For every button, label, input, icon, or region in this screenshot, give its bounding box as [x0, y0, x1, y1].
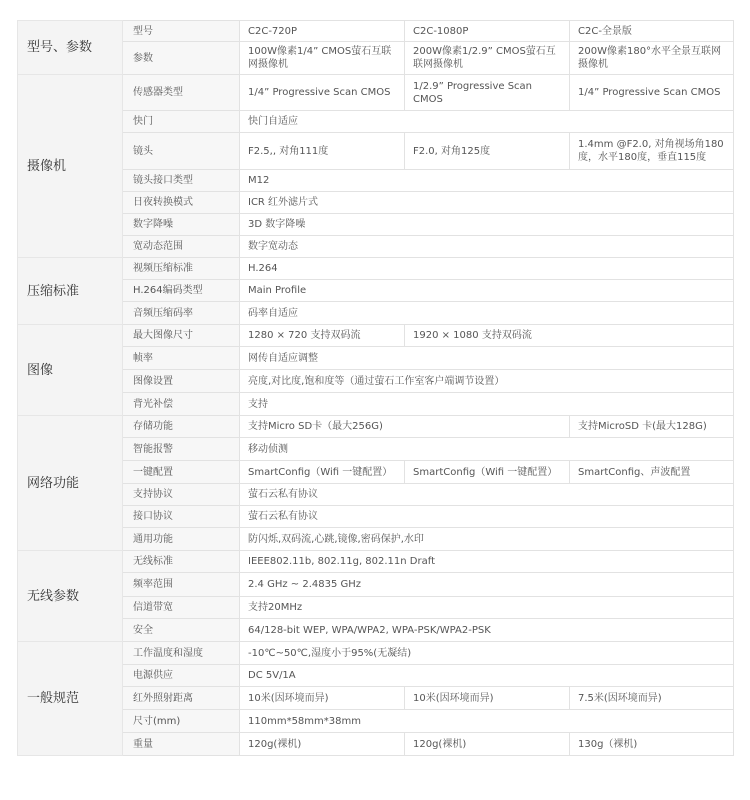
section-title: 图像 [18, 325, 123, 416]
spec-row [18, 214, 734, 236]
spec-value: C2C-全景版 [570, 21, 734, 42]
spec-label: 传感器类型 [123, 75, 240, 111]
spec-label: 帧率 [123, 347, 240, 370]
spec-row [18, 416, 734, 438]
spec-value: 120g(裸机) [405, 733, 570, 756]
spec-value: 64/128-bit WEP, WPA/WPA2, WPA-PSK/WPA2-PSK [240, 619, 734, 642]
spec-row [18, 619, 734, 642]
spec-label: 数字降噪 [123, 214, 240, 236]
spec-value: 1/4” Progressive Scan CMOS [570, 75, 734, 111]
spec-label: 参数 [123, 42, 240, 75]
spec-value: SmartConfig（Wifi 一键配置） [405, 461, 570, 484]
spec-label: 尺寸(mm) [123, 710, 240, 733]
section-title: 摄像机 [18, 75, 123, 258]
spec-label: 镜头接口类型 [123, 170, 240, 192]
spec-row [18, 192, 734, 214]
spec-row [18, 393, 734, 416]
spec-row [18, 236, 734, 258]
spec-value: 萤石云私有协议 [240, 506, 734, 528]
spec-label: 背光补偿 [123, 393, 240, 416]
spec-label: 通用功能 [123, 528, 240, 551]
spec-label: 快门 [123, 111, 240, 133]
spec-label: 一键配置 [123, 461, 240, 484]
spec-value: 1280 × 720 支持双码流 [240, 325, 405, 347]
spec-row [18, 302, 734, 325]
spec-row [18, 170, 734, 192]
spec-row [18, 370, 734, 393]
spec-value: 1/2.9” Progressive Scan CMOS [405, 75, 570, 111]
spec-row [18, 597, 734, 619]
spec-value: 100W像素1/4” CMOS萤石互联网摄像机 [240, 42, 405, 75]
spec-row [18, 506, 734, 528]
spec-value: 1.4mm @F2.0, 对角视场角180度，水平180度，垂直115度 [570, 133, 734, 170]
spec-value: 10米(因环境而异) [405, 687, 570, 710]
spec-value: F2.0, 对角125度 [405, 133, 570, 170]
spec-label: 音频压缩码率 [123, 302, 240, 325]
spec-label: 工作温度和湿度 [123, 642, 240, 665]
spec-value: C2C-720P [240, 21, 405, 42]
spec-row [18, 461, 734, 484]
spec-value: -10℃~50℃,湿度小于95%(无凝结) [240, 642, 734, 665]
spec-row [18, 687, 734, 710]
section-title: 型号、参数 [18, 21, 123, 75]
spec-label: 频率范围 [123, 573, 240, 597]
spec-row [18, 642, 734, 665]
spec-value: 快门自适应 [240, 111, 734, 133]
spec-value: M12 [240, 170, 734, 192]
spec-label: 支持协议 [123, 484, 240, 506]
spec-value: 萤石云私有协议 [240, 484, 734, 506]
spec-row [18, 710, 734, 733]
section-title: 压缩标准 [18, 258, 123, 325]
spec-label: 智能报警 [123, 438, 240, 461]
spec-label: 宽动态范围 [123, 236, 240, 258]
spec-value: 110mm*58mm*38mm [240, 710, 734, 733]
spec-row [18, 280, 734, 302]
spec-label: 安全 [123, 619, 240, 642]
spec-row [18, 42, 734, 75]
spec-row [18, 573, 734, 597]
spec-row [18, 665, 734, 687]
spec-value: 2.4 GHz ~ 2.4835 GHz [240, 573, 734, 597]
spec-row [18, 347, 734, 370]
spec-value: 支持MicroSD 卡(最大128G) [570, 416, 734, 438]
spec-value: 1/4” Progressive Scan CMOS [240, 75, 405, 111]
spec-row [18, 258, 734, 280]
spec-label: 型号 [123, 21, 240, 42]
spec-label: 接口协议 [123, 506, 240, 528]
spec-value: F2.5,, 对角111度 [240, 133, 405, 170]
spec-value: 支持20MHz [240, 597, 734, 619]
section-title: 网络功能 [18, 416, 123, 551]
spec-label: 镜头 [123, 133, 240, 170]
spec-value: 1920 × 1080 支持双码流 [405, 325, 734, 347]
spec-label: 视频压缩标准 [123, 258, 240, 280]
spec-value: 亮度,对比度,饱和度等（通过萤石工作室客户端调节设置） [240, 370, 734, 393]
spec-value: 7.5米(因环境而异) [570, 687, 734, 710]
spec-value: ICR 红外滤片式 [240, 192, 734, 214]
spec-value: 200W像素1/2.9” CMOS萤石互联网摄像机 [405, 42, 570, 75]
spec-row [18, 21, 734, 42]
spec-label: 重量 [123, 733, 240, 756]
spec-value: 支持 [240, 393, 734, 416]
spec-label: 最大图像尺寸 [123, 325, 240, 347]
spec-row [18, 111, 734, 133]
section-title: 无线参数 [18, 551, 123, 642]
spec-label: H.264编码类型 [123, 280, 240, 302]
spec-value: 120g(裸机) [240, 733, 405, 756]
spec-label: 日夜转换模式 [123, 192, 240, 214]
spec-row [18, 733, 734, 756]
spec-label: 图像设置 [123, 370, 240, 393]
spec-value: C2C-1080P [405, 21, 570, 42]
spec-row [18, 551, 734, 573]
spec-row [18, 75, 734, 111]
spec-row [18, 484, 734, 506]
spec-label: 红外照射距离 [123, 687, 240, 710]
section-title: 一般规范 [18, 642, 123, 756]
spec-value: 网传自适应调整 [240, 347, 734, 370]
spec-value: 200W像素180°水平全景互联网摄像机 [570, 42, 734, 75]
spec-value: 数字宽动态 [240, 236, 734, 258]
spec-value: 防闪烁,双码流,心跳,镜像,密码保护,水印 [240, 528, 734, 551]
spec-value: IEEE802.11b, 802.11g, 802.11n Draft [240, 551, 734, 573]
spec-value: Main Profile [240, 280, 734, 302]
spec-value: SmartConfig、声波配置 [570, 461, 734, 484]
spec-row [18, 438, 734, 461]
spec-value: DC 5V/1A [240, 665, 734, 687]
spec-row [18, 528, 734, 551]
spec-label: 信道带宽 [123, 597, 240, 619]
spec-value: SmartConfig（Wifi 一键配置） [240, 461, 405, 484]
spec-value: 支持Micro SD卡（最大256G) [240, 416, 570, 438]
spec-value: H.264 [240, 258, 734, 280]
spec-value: 码率自适应 [240, 302, 734, 325]
spec-value: 3D 数字降噪 [240, 214, 734, 236]
spec-row [18, 325, 734, 347]
spec-value: 130g（裸机) [570, 733, 734, 756]
spec-label: 存储功能 [123, 416, 240, 438]
spec-label: 无线标准 [123, 551, 240, 573]
spec-value: 移动侦测 [240, 438, 734, 461]
spec-row [18, 133, 734, 170]
spec-label: 电源供应 [123, 665, 240, 687]
spec-table [17, 20, 734, 756]
spec-value: 10米(因环境而异) [240, 687, 405, 710]
